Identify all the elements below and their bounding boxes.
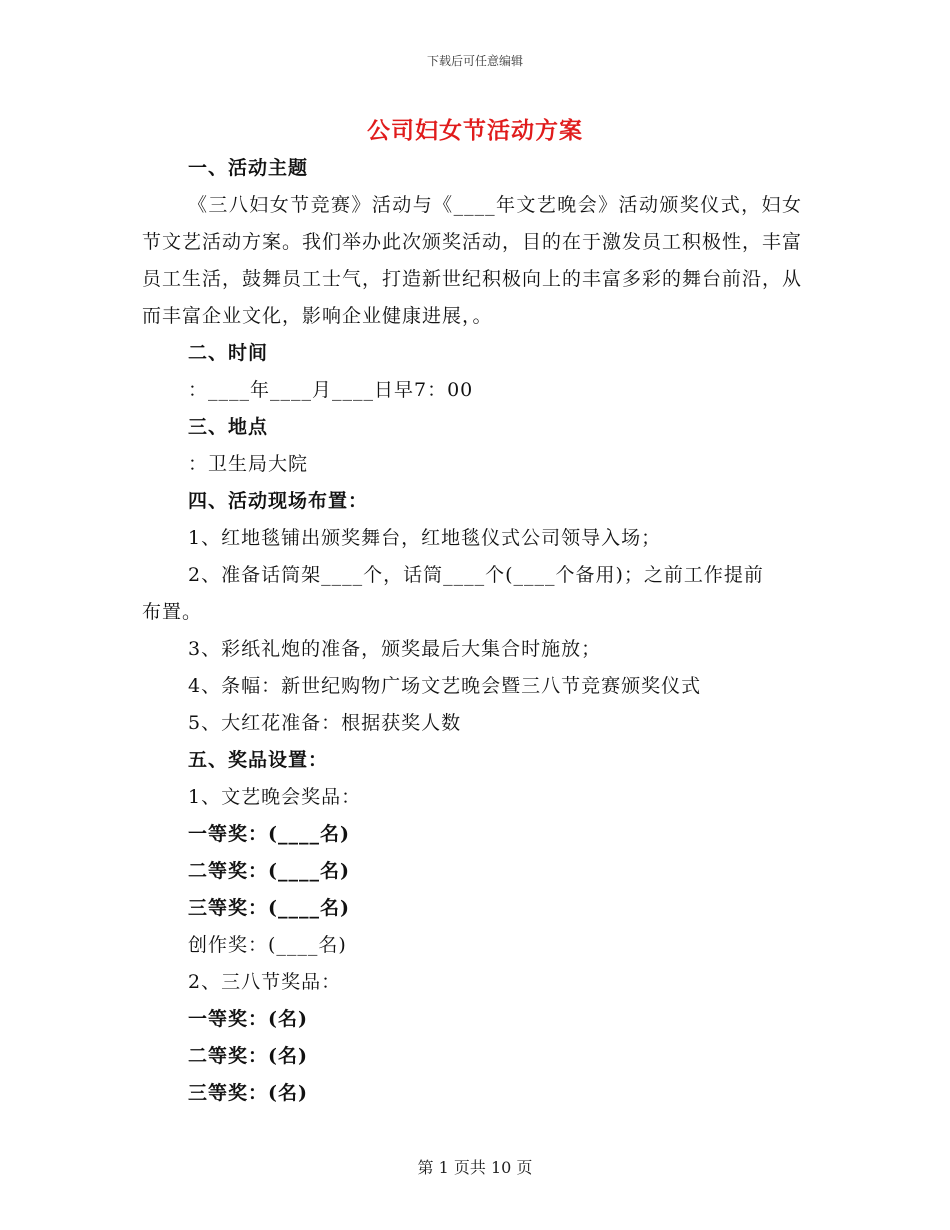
time-text: ：____年____月____日早7：00: [188, 379, 474, 401]
page-number: 第 1 页共 10 页: [417, 1158, 533, 1177]
womens-day-prize-third: 三等奖：(名): [188, 1082, 308, 1104]
gala-prize-third: 三等奖：(____名): [188, 897, 350, 919]
womens-day-prize-second: 二等奖：(名): [188, 1045, 308, 1067]
layout-item-5: 5、大红花准备：根据获奖人数: [188, 712, 462, 734]
layout-item-3: 3、彩纸礼炮的准备，颁奖最后大集合时施放；: [188, 638, 602, 660]
layout-item-4: 4、条幅：新世纪购物广场文艺晚会暨三八节竞赛颁奖仪式: [188, 675, 702, 697]
document-body: [142, 150, 802, 1112]
page-header-note: 下载后可任意编辑: [426, 54, 523, 68]
section-heading-theme: 一、活动主题: [188, 157, 309, 179]
layout-item-2-continued: 布置。: [142, 601, 203, 623]
gala-prize-second: 二等奖：(____名): [188, 860, 350, 882]
section-heading-time: 二、时间: [188, 342, 269, 364]
layout-item-2: 2、准备话筒架____个，话筒____个(____个备用)；之前工作提前: [188, 564, 764, 586]
layout-item-1: 1、红地毯铺出颁奖舞台，红地毯仪式公司领导入场；: [188, 527, 662, 549]
document-title: 公司妇女节活动方案: [367, 117, 583, 144]
gala-prize-first: 一等奖：(____名): [188, 823, 350, 845]
section-heading-prizes: 五、奖品设置：: [188, 749, 329, 771]
womens-day-prize-first: 一等奖：(名): [188, 1008, 308, 1030]
section-heading-layout: 四、活动现场布置：: [188, 490, 369, 512]
prize-subheading-womens-day: 2、三八节奖品：: [188, 971, 342, 993]
location-text: ：卫生局大院: [188, 453, 309, 475]
theme-paragraph: 《三八妇女节竞赛》活动与《____年文艺晚会》活动颁奖仪式，妇女节文艺活动方案。我们举办此次颁奖活动，目的在于激发员工积极性，丰富员工生活，鼓舞员工士气，打造新世纪积极向上的丰富多彩的舞台前沿，从而丰富企业文化，影响企业健康进展，。: [142, 194, 803, 327]
gala-prize-creative: 创作奖：(____名): [188, 934, 347, 956]
section-heading-location: 三、地点: [188, 416, 269, 438]
prize-subheading-gala: 1、文艺晚会奖品：: [188, 786, 362, 808]
